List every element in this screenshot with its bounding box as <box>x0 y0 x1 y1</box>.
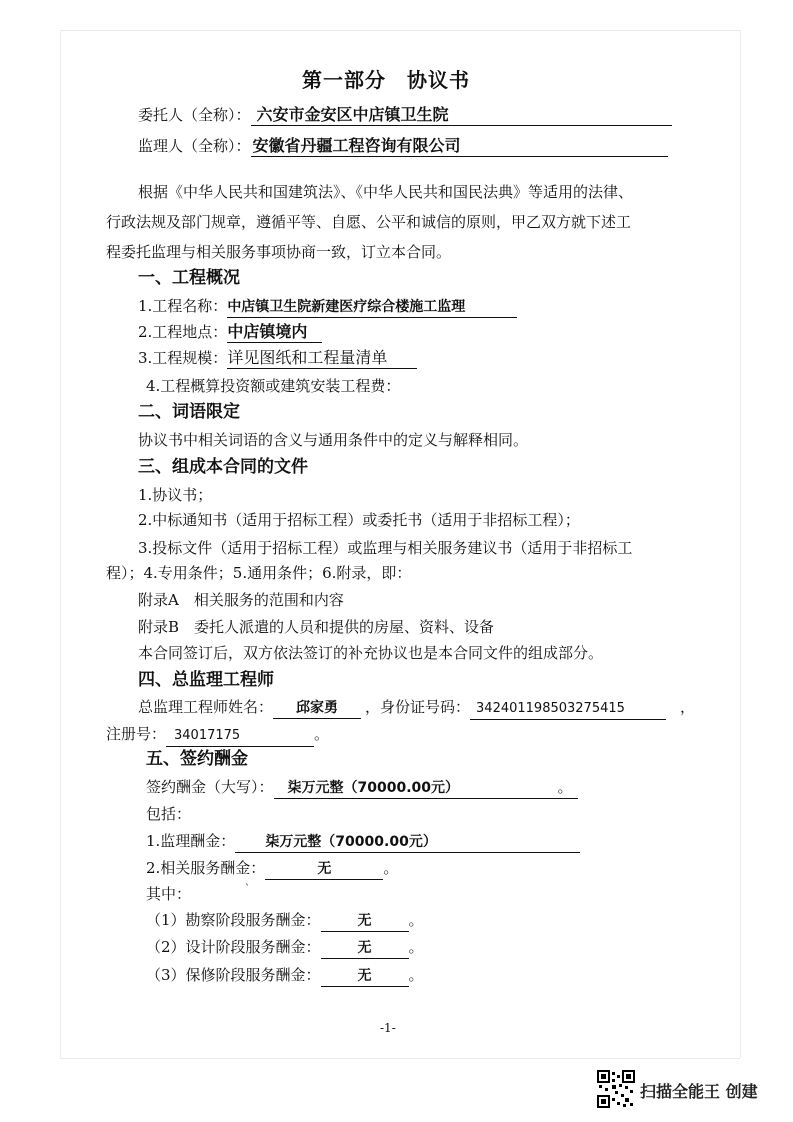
registration-end: 。 <box>314 725 330 743</box>
document-item-2: 2.中标通知书（适用于招标工程）或委托书（适用于非招标工程）； <box>138 511 580 529</box>
contract-fee-value: 柒万元整（70000.00元） <box>274 778 578 799</box>
preamble-line-1: 根据《中华人民共和国建筑法》、《中华人民共和国民法典》等适用的法律、 <box>138 183 634 201</box>
page-number: -1- <box>380 1021 396 1035</box>
includes-label: 包括： <box>146 805 192 823</box>
project-name-label: 1.工程名称： <box>138 297 228 315</box>
preamble-line-3: 程委托监理与相关服务事项协商一致，订立本合同。 <box>106 243 452 261</box>
survey-fee-label: （1）勘察阶段服务酬金： <box>146 911 321 929</box>
client-label: 委托人（全称）： <box>138 106 251 124</box>
project-scale-row <box>138 348 417 369</box>
registration-label: 注册号： <box>106 725 167 743</box>
scan-border-top <box>60 30 740 31</box>
scan-border-bottom <box>60 1058 740 1059</box>
chief-engineer-name-label: 总监理工程师姓名： <box>138 698 274 716</box>
project-name-value: 中店镇卫生院新建医疗综合楼施工监理 <box>227 297 517 318</box>
section-4-heading: 四、总监理工程师 <box>138 670 274 690</box>
project-location-value: 中店镇境内 <box>227 322 322 343</box>
contract-fee-end: 。 <box>557 778 573 796</box>
supervisor-label: 监理人（全称）： <box>138 137 251 155</box>
scan-border-right <box>740 30 741 1058</box>
project-location-label: 2.工程地点： <box>138 323 228 341</box>
design-fee-label: （2）设计阶段服务酬金： <box>146 938 321 956</box>
contract-fee-label: 签约酬金（大写）： <box>146 778 274 796</box>
section-2-heading: 二、词语限定 <box>138 402 240 422</box>
qr-code-icon <box>597 1070 635 1108</box>
supervisor-value: 安徽省丹疆工程咨询有限公司 <box>251 136 668 157</box>
project-scale-label: 3.工程规模： <box>138 349 228 367</box>
section-3-heading: 三、组成本合同的文件 <box>138 457 308 477</box>
warranty-fee-value: 无 <box>321 966 409 987</box>
id-number-label: ，身份证号码： <box>365 698 471 716</box>
stray-mark: ˋ <box>245 884 250 895</box>
id-trailing-comma: ， <box>680 698 696 716</box>
project-location-row <box>138 322 322 343</box>
related-service-fee-end: 。 <box>383 859 399 877</box>
document-item-1: 1.协议书； <box>138 486 213 504</box>
survey-fee-value: 无 <box>321 911 409 932</box>
registration-row <box>106 724 329 747</box>
appendix-b: 附录B 委托人派遣的人员和提供的房屋、资料、设备 <box>138 618 495 636</box>
warranty-fee-label: （3）保修阶段服务酬金： <box>146 966 321 984</box>
id-number-value: 342401198503275415 <box>470 699 666 720</box>
contract-fee-row <box>146 777 573 799</box>
survey-fee-row <box>146 910 424 932</box>
scan-border-left <box>60 30 61 1058</box>
supervision-fee-row <box>146 831 580 853</box>
preamble-line-2: 行政法规及部门规章，遵循平等、自愿、公平和诚信的原则，甲乙双方就下述工 <box>106 213 632 231</box>
supervisor-row <box>138 136 668 157</box>
project-name-row <box>138 296 517 318</box>
warranty-fee-end: 。 <box>408 966 424 984</box>
project-scale-value: 详见图纸和工程量清单 <box>227 348 417 369</box>
supplement-note: 本合同签订后，双方依法签订的补充协议也是本合同文件的组成部分。 <box>138 644 604 662</box>
related-service-fee-row <box>146 858 398 880</box>
warranty-fee-row <box>146 965 424 987</box>
design-fee-value: 无 <box>321 938 409 959</box>
registration-value: 34017175 <box>166 726 314 747</box>
section-5-heading: 五、签约酬金 <box>146 749 248 769</box>
supervision-fee-value: 柒万元整（70000.00元） <box>235 832 580 853</box>
survey-fee-end: 。 <box>408 911 424 929</box>
document-item-3-line-2: 程）；4.专用条件；5.通用条件；6.附录，即： <box>106 564 412 582</box>
appendix-a: 附录A 相关服务的范围和内容 <box>138 591 344 609</box>
section-2-text: 协议书中相关词语的含义与通用条件中的定义与解释相同。 <box>138 431 529 449</box>
chief-engineer-name-value: 邱家勇 <box>273 698 361 719</box>
document-title: 第一部分 协议书 <box>302 68 470 92</box>
scanner-watermark: 扫描全能王 创建 <box>640 1082 758 1101</box>
client-row <box>138 105 672 126</box>
project-budget-row: 4.工程概算投资额或建筑安装工程费： <box>146 377 401 395</box>
document-item-3-line-1: 3.投标文件（适用于招标工程）或监理与相关服务建议书（适用于非招标工 <box>138 539 633 557</box>
chief-engineer-row <box>138 697 695 720</box>
related-service-fee-value: 无 <box>265 859 383 880</box>
among-label: 其中： <box>146 885 192 903</box>
supervision-fee-label: 1.监理酬金： <box>146 832 236 850</box>
design-fee-row <box>146 937 424 959</box>
section-1-heading: 一、工程概况 <box>138 268 240 288</box>
client-value: 六安市金安区中店镇卫生院 <box>251 105 672 126</box>
related-service-fee-label: 2.相关服务酬金： <box>146 859 266 877</box>
design-fee-end: 。 <box>408 938 424 956</box>
